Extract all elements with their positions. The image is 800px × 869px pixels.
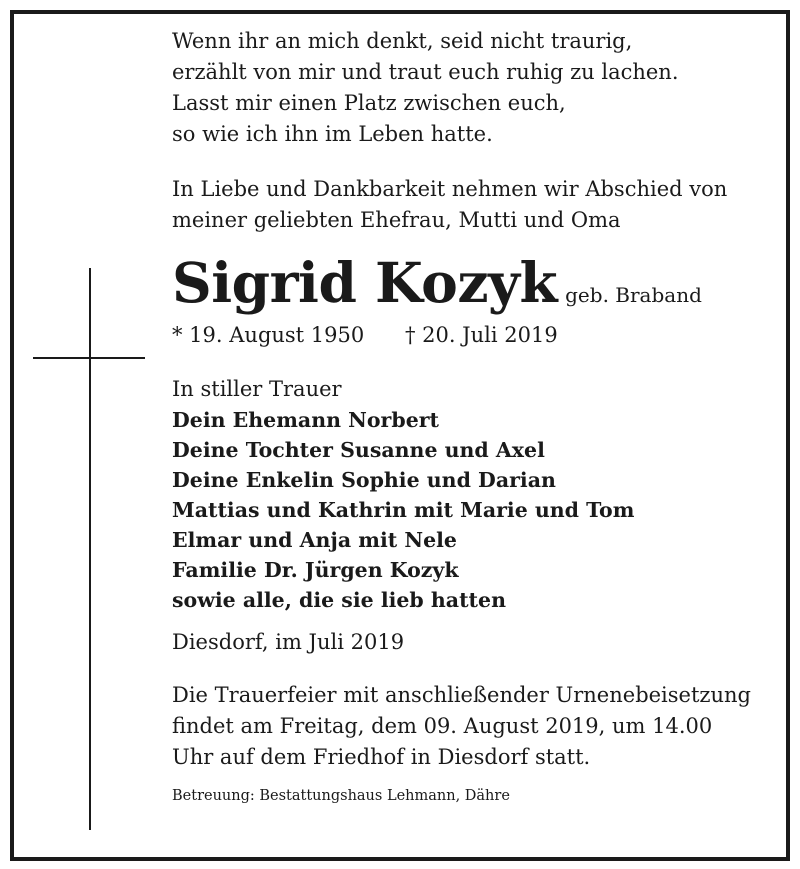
cross-icon bbox=[89, 268, 91, 830]
poem-line: Lasst mir einen Platz zwischen euch, bbox=[172, 91, 566, 115]
place-date: Diesdorf, im Juli 2019 bbox=[172, 630, 405, 654]
life-dates bbox=[172, 320, 772, 350]
birth-date: * 19. August 1950 bbox=[172, 323, 365, 347]
mourner-name: Deine Tochter Susanne und Axel bbox=[172, 438, 545, 462]
death-date: † 20. Juli 2019 bbox=[404, 323, 558, 347]
poem bbox=[172, 26, 772, 150]
poem-line: so wie ich ihn im Leben hatte. bbox=[172, 122, 493, 146]
mourner-name: Deine Enkelin Sophie und Darian bbox=[172, 468, 556, 492]
undertaker-note: Betreuung: Bestattungshaus Lehmann, Dähre bbox=[172, 788, 510, 804]
mourner-name: Familie Dr. Jürgen Kozyk bbox=[172, 558, 459, 582]
deceased-name-row bbox=[172, 248, 772, 318]
mourner-name: Elmar und Anja mit Nele bbox=[172, 528, 457, 552]
mourner-name: Dein Ehemann Norbert bbox=[172, 408, 440, 432]
cross-icon-bar bbox=[33, 357, 145, 359]
intro-line: meiner geliebten Ehefrau, Mutti und Oma bbox=[172, 208, 621, 232]
mourner-name: sowie alle, die sie lieb hatten bbox=[172, 588, 506, 612]
obituary-content bbox=[172, 26, 772, 807]
ceremony-line: Uhr auf dem Friedhof in Diesdorf statt. bbox=[172, 745, 591, 769]
ceremony-line: findet am Freitag, dem 09. August 2019, um 14.00 bbox=[172, 714, 713, 738]
intro-line: In Liebe und Dankbarkeit nehmen wir Abschied von bbox=[172, 177, 728, 201]
deceased-name: Sigrid Kozyk bbox=[172, 250, 558, 315]
poem-line: erzählt von mir und traut euch ruhig zu lachen. bbox=[172, 60, 679, 84]
poem-line: Wenn ihr an mich denkt, seid nicht traurig, bbox=[172, 29, 633, 53]
mourners-heading: In stiller Trauer bbox=[172, 377, 342, 401]
mourner-name: Mattias und Kathrin mit Marie und Tom bbox=[172, 498, 635, 522]
maiden-name: geb. Braband bbox=[565, 283, 702, 307]
mourners bbox=[172, 374, 772, 615]
ceremony-line: Die Trauerfeier mit anschließender Urnenebeisetzung bbox=[172, 683, 751, 707]
farewell-intro bbox=[172, 174, 772, 236]
ceremony-info bbox=[172, 680, 772, 773]
